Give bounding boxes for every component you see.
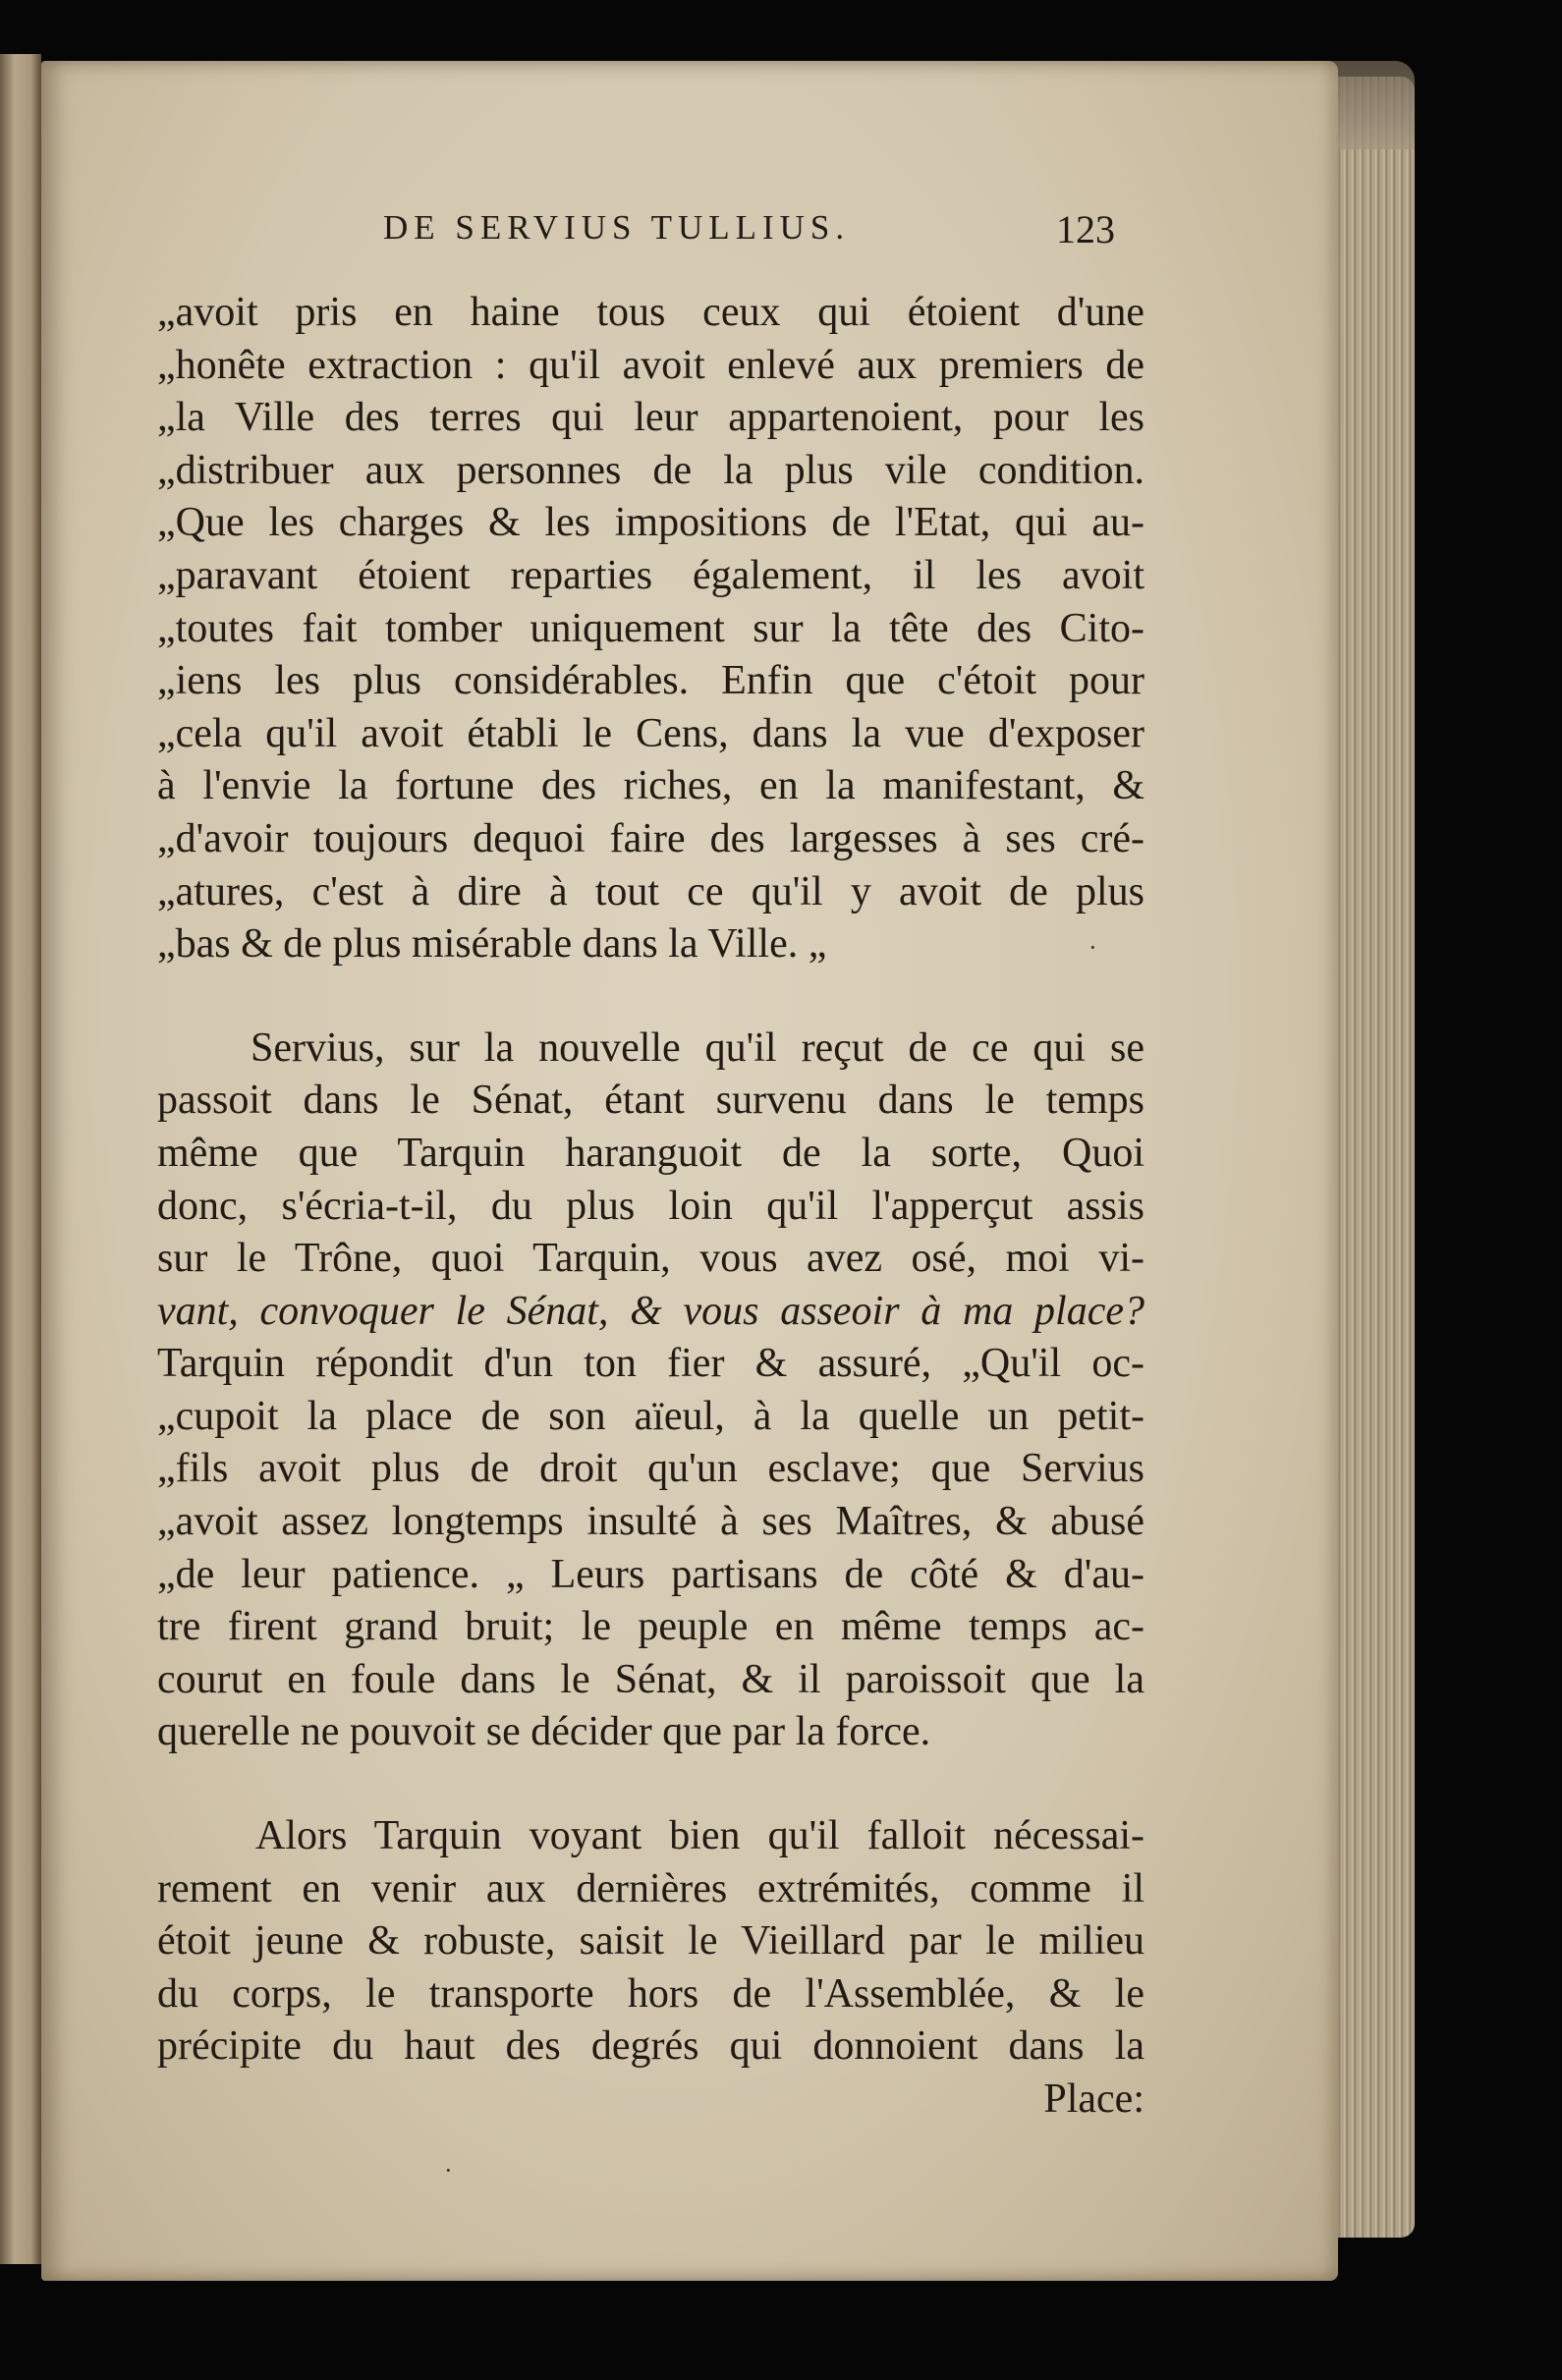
paragraph-gap xyxy=(157,1759,1144,1810)
text-line: „cupoit la place de son aïeul, à la quelle un petit- xyxy=(157,1393,1144,1439)
text-line: du corps, le transporte hors de l'Assemblée, & le xyxy=(157,1970,1144,2017)
text-line: „avoit pris en haine tous ceux qui étoient d'une xyxy=(157,290,1144,335)
text-line-italic: vant, convoquer le Sénat, & vous asseoir à ma place? xyxy=(157,1288,1144,1334)
paragraph-3 xyxy=(157,1810,1144,2127)
running-head: DE SERVIUS TULLIUS. xyxy=(383,208,851,247)
page-block-edges xyxy=(1326,77,1415,2238)
text-line: donc, s'écria-t-il, du plus loin qu'il l'apperçut assis xyxy=(157,1183,1144,1229)
text-line: „Que les charges & les impositions de l'Etat, qui au- xyxy=(157,500,1144,546)
text-line: Alors Tarquin voyant bien qu'il falloit nécessai- xyxy=(255,1813,1144,1859)
text-line: sur le Trône, quoi Tarquin, vous avez osé, moi vi- xyxy=(157,1236,1144,1282)
text-line: Tarquin répondit d'un ton fier & assuré, „Qu'il oc- xyxy=(157,1341,1144,1387)
text-line: précipite du haut des degrés qui donnoient dans la xyxy=(157,2023,1144,2070)
stray-mark: · xyxy=(1088,933,1097,962)
text-line: courut en foule dans le Sénat, & il paroissoit que la xyxy=(157,1656,1144,1702)
text-line: „bas & de plus misérable dans la Ville. „ xyxy=(157,921,827,968)
text-line: à l'envie la fortune des riches, en la manifestant, & xyxy=(157,763,1144,809)
stray-mark: · xyxy=(444,2156,453,2185)
text-line: „de leur patience. „ Leurs partisans de côté & d'au- xyxy=(157,1551,1144,1597)
page-number: 123 xyxy=(1056,207,1115,251)
text-line: querelle ne pouvoit se décider que par la force. xyxy=(157,1709,931,1755)
text-line: rement en venir aux dernières extrémités, comme il xyxy=(157,1865,1144,1911)
text-line: Servius, sur la nouvelle qu'il reçut de ce qui se xyxy=(251,1024,1144,1071)
text-line: „paravant étoient reparties également, il les avoit xyxy=(157,552,1144,598)
text-line: „atures, c'est à dire à tout ce qu'il y avoit de plus xyxy=(157,868,1144,914)
text-line: „fils avoit plus de droit qu'un esclave; que Servius xyxy=(157,1446,1144,1492)
text-line: „d'avoir toujours dequoi faire des largesses à ses cré- xyxy=(157,815,1144,861)
text-line: „la Ville des terres qui leur appartenoient, pour les xyxy=(157,395,1144,441)
text-line: „avoit assez longtemps insulté à ses Maîtres, & abusé xyxy=(157,1499,1144,1545)
text-line: même que Tarquin haranguoit de la sorte, Quoi xyxy=(157,1130,1144,1176)
text-line: „iens les plus considérables. Enfin que c'étoit pour xyxy=(157,658,1144,704)
text-line: étoit jeune & robuste, saisit le Vieillard par le milieu xyxy=(157,1918,1144,1965)
text-line: „distribuer aux personnes de la plus vile condition. xyxy=(157,447,1144,493)
text-line: „honête extraction : qu'il avoit enlevé aux premiers de xyxy=(157,342,1144,388)
catchword: Place: xyxy=(1043,2076,1144,2122)
text-line: tre firent grand bruit; le peuple en même temps ac- xyxy=(157,1604,1144,1650)
text-line: „cela qu'il avoit établi le Cens, dans la vue d'exposer xyxy=(157,710,1144,756)
facing-page-edge xyxy=(0,54,41,2264)
paragraph-2 xyxy=(157,1023,1144,1759)
paragraph-1 xyxy=(157,287,1144,971)
body-text xyxy=(157,287,1144,2127)
text-line: „toutes fait tomber uniquement sur la tête des Cito- xyxy=(157,605,1144,651)
paragraph-gap xyxy=(157,971,1144,1023)
text-line: passoit dans le Sénat, étant survenu dans le temps xyxy=(157,1078,1144,1124)
